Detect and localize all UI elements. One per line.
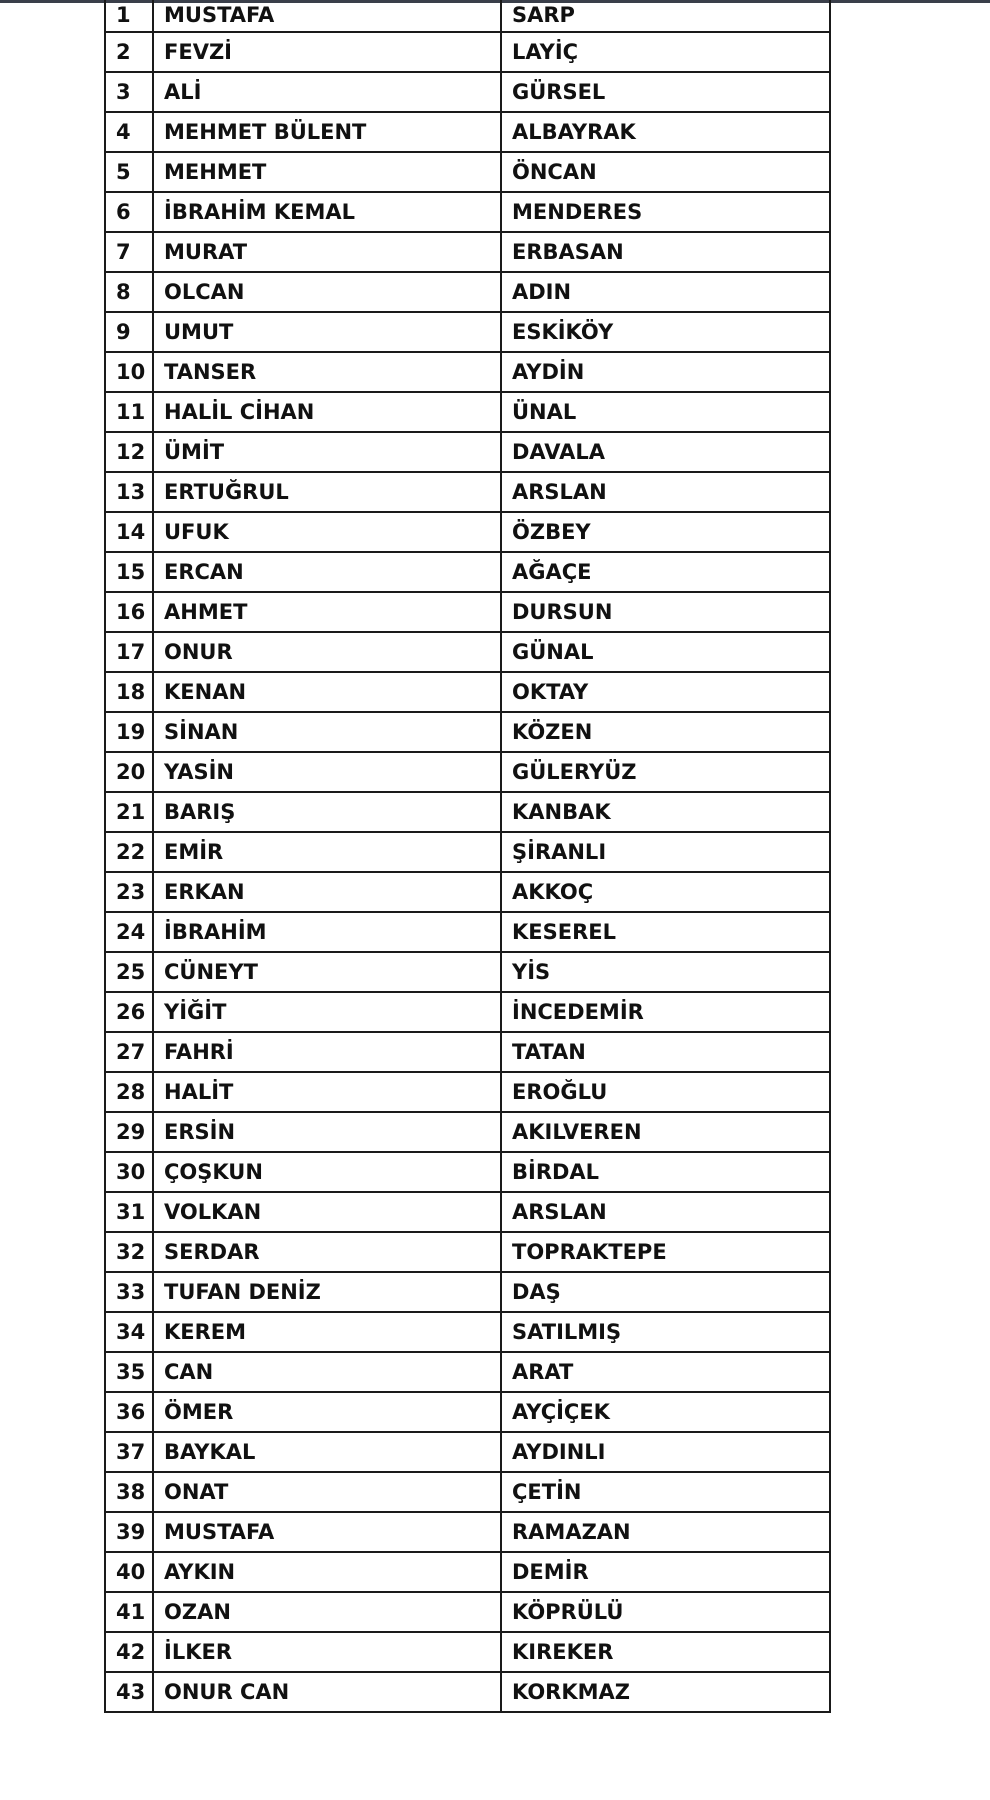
row-number-cell: 38	[105, 1472, 153, 1512]
table-row	[105, 1592, 830, 1632]
first-name-cell: UFUK	[153, 512, 501, 552]
last-name-cell: GÜRSEL	[501, 72, 830, 112]
table-row	[105, 672, 830, 712]
first-name-cell: FAHRİ	[153, 1032, 501, 1072]
row-number-cell: 23	[105, 872, 153, 912]
first-name-cell: UMUT	[153, 312, 501, 352]
table-row	[105, 872, 830, 912]
row-number-cell: 12	[105, 432, 153, 472]
last-name-cell: KÖPRÜLÜ	[501, 1592, 830, 1632]
row-number-cell: 36	[105, 1392, 153, 1432]
table-row	[105, 992, 830, 1032]
last-name-cell: YİS	[501, 952, 830, 992]
first-name-cell: AYKIN	[153, 1552, 501, 1592]
first-name-cell: ERTUĞRUL	[153, 472, 501, 512]
table-row	[105, 1232, 830, 1272]
last-name-cell: AYDINLI	[501, 1432, 830, 1472]
first-name-cell: ERSİN	[153, 1112, 501, 1152]
table-row	[105, 912, 830, 952]
table-body	[105, 0, 830, 1712]
table-row	[105, 1392, 830, 1432]
first-name-cell: SERDAR	[153, 1232, 501, 1272]
last-name-cell: AKILVEREN	[501, 1112, 830, 1152]
first-name-cell: ONAT	[153, 1472, 501, 1512]
last-name-cell: DAVALA	[501, 432, 830, 472]
last-name-cell: AYDİN	[501, 352, 830, 392]
last-name-cell: DEMİR	[501, 1552, 830, 1592]
last-name-cell: ADIN	[501, 272, 830, 312]
row-number-cell: 34	[105, 1312, 153, 1352]
first-name-cell: ERKAN	[153, 872, 501, 912]
row-number-cell: 15	[105, 552, 153, 592]
first-name-cell: YİĞİT	[153, 992, 501, 1032]
row-number-cell: 5	[105, 152, 153, 192]
first-name-cell: HALİL CİHAN	[153, 392, 501, 432]
first-name-cell: CAN	[153, 1352, 501, 1392]
table-row	[105, 192, 830, 232]
last-name-cell: AYÇİÇEK	[501, 1392, 830, 1432]
row-number-cell: 8	[105, 272, 153, 312]
table-row	[105, 1672, 830, 1712]
last-name-cell: ÇETİN	[501, 1472, 830, 1512]
last-name-cell: GÜNAL	[501, 632, 830, 672]
table-row	[105, 112, 830, 152]
table-row	[105, 1352, 830, 1392]
row-number-cell: 6	[105, 192, 153, 232]
first-name-cell: SİNAN	[153, 712, 501, 752]
row-number-cell: 32	[105, 1232, 153, 1272]
first-name-cell: KEREM	[153, 1312, 501, 1352]
first-name-cell: OLCAN	[153, 272, 501, 312]
row-number-cell: 28	[105, 1072, 153, 1112]
first-name-cell: İBRAHİM KEMAL	[153, 192, 501, 232]
row-number-cell: 42	[105, 1632, 153, 1672]
row-number-cell: 11	[105, 392, 153, 432]
table-row	[105, 312, 830, 352]
row-number-cell: 26	[105, 992, 153, 1032]
table-row	[105, 632, 830, 672]
first-name-cell: AHMET	[153, 592, 501, 632]
table-row	[105, 1272, 830, 1312]
first-name-cell: EMİR	[153, 832, 501, 872]
row-number-cell: 2	[105, 32, 153, 72]
last-name-cell: İNCEDEMİR	[501, 992, 830, 1032]
first-name-cell: FEVZİ	[153, 32, 501, 72]
table-row	[105, 832, 830, 872]
row-number-cell: 17	[105, 632, 153, 672]
first-name-cell: MUSTAFA	[153, 0, 501, 32]
row-number-cell: 13	[105, 472, 153, 512]
table-row	[105, 1552, 830, 1592]
first-name-cell: ÖMER	[153, 1392, 501, 1432]
row-number-cell: 40	[105, 1552, 153, 1592]
first-name-cell: ONUR	[153, 632, 501, 672]
row-number-cell: 35	[105, 1352, 153, 1392]
last-name-cell: TOPRAKTEPE	[501, 1232, 830, 1272]
table-row	[105, 472, 830, 512]
last-name-cell: AĞAÇE	[501, 552, 830, 592]
first-name-cell: MEHMET	[153, 152, 501, 192]
table-row	[105, 232, 830, 272]
table-row	[105, 752, 830, 792]
row-number-cell: 4	[105, 112, 153, 152]
row-number-cell: 31	[105, 1192, 153, 1232]
first-name-cell: İLKER	[153, 1632, 501, 1672]
last-name-cell: DURSUN	[501, 592, 830, 632]
table-row	[105, 552, 830, 592]
row-number-cell: 18	[105, 672, 153, 712]
last-name-cell: BİRDAL	[501, 1152, 830, 1192]
first-name-cell: MURAT	[153, 232, 501, 272]
last-name-cell: ARAT	[501, 1352, 830, 1392]
row-number-cell: 29	[105, 1112, 153, 1152]
table-row	[105, 952, 830, 992]
first-name-cell: BARIŞ	[153, 792, 501, 832]
name-list-table	[104, 0, 831, 1713]
first-name-cell: ÜMİT	[153, 432, 501, 472]
last-name-cell: TATAN	[501, 1032, 830, 1072]
last-name-cell: ÖNCAN	[501, 152, 830, 192]
row-number-cell: 37	[105, 1432, 153, 1472]
first-name-cell: ÇOŞKUN	[153, 1152, 501, 1192]
last-name-cell: KÖZEN	[501, 712, 830, 752]
first-name-cell: KENAN	[153, 672, 501, 712]
first-name-cell: ALİ	[153, 72, 501, 112]
table-row	[105, 1432, 830, 1472]
first-name-cell: OZAN	[153, 1592, 501, 1632]
last-name-cell: AKKOÇ	[501, 872, 830, 912]
table-row	[105, 352, 830, 392]
last-name-cell: LAYİÇ	[501, 32, 830, 72]
table-row	[105, 712, 830, 752]
last-name-cell: OKTAY	[501, 672, 830, 712]
row-number-cell: 16	[105, 592, 153, 632]
row-number-cell: 43	[105, 1672, 153, 1712]
table-row	[105, 1112, 830, 1152]
first-name-cell: BAYKAL	[153, 1432, 501, 1472]
row-number-cell: 19	[105, 712, 153, 752]
row-number-cell: 39	[105, 1512, 153, 1552]
last-name-cell: KORKMAZ	[501, 1672, 830, 1712]
table-row	[105, 272, 830, 312]
table-row	[105, 1312, 830, 1352]
first-name-cell: MUSTAFA	[153, 1512, 501, 1552]
row-number-cell: 20	[105, 752, 153, 792]
first-name-cell: YASİN	[153, 752, 501, 792]
last-name-cell: ESKİKÖY	[501, 312, 830, 352]
table-row	[105, 1512, 830, 1552]
row-number-cell: 7	[105, 232, 153, 272]
last-name-cell: MENDERES	[501, 192, 830, 232]
first-name-cell: HALİT	[153, 1072, 501, 1112]
last-name-cell: KESEREL	[501, 912, 830, 952]
last-name-cell: ALBAYRAK	[501, 112, 830, 152]
row-number-cell: 30	[105, 1152, 153, 1192]
first-name-cell: İBRAHİM	[153, 912, 501, 952]
table-row	[105, 1072, 830, 1112]
table-row	[105, 512, 830, 552]
table-row	[105, 152, 830, 192]
last-name-cell: ERBASAN	[501, 232, 830, 272]
last-name-cell: SATILMIŞ	[501, 1312, 830, 1352]
first-name-cell: TUFAN DENİZ	[153, 1272, 501, 1312]
last-name-cell: SARP	[501, 0, 830, 32]
last-name-cell: RAMAZAN	[501, 1512, 830, 1552]
last-name-cell: KANBAK	[501, 792, 830, 832]
first-name-cell: TANSER	[153, 352, 501, 392]
table-row	[105, 32, 830, 72]
last-name-cell: ŞİRANLI	[501, 832, 830, 872]
table-row	[105, 792, 830, 832]
first-name-cell: ONUR CAN	[153, 1672, 501, 1712]
row-number-cell: 27	[105, 1032, 153, 1072]
last-name-cell: ARSLAN	[501, 1192, 830, 1232]
last-name-cell: KIREKER	[501, 1632, 830, 1672]
row-number-cell: 14	[105, 512, 153, 552]
table-row	[105, 1632, 830, 1672]
row-number-cell: 22	[105, 832, 153, 872]
row-number-cell: 25	[105, 952, 153, 992]
row-number-cell: 21	[105, 792, 153, 832]
last-name-cell: DAŞ	[501, 1272, 830, 1312]
table-row	[105, 1472, 830, 1512]
table-row	[105, 72, 830, 112]
row-number-cell: 33	[105, 1272, 153, 1312]
row-number-cell: 41	[105, 1592, 153, 1632]
table-row	[105, 432, 830, 472]
first-name-cell: MEHMET BÜLENT	[153, 112, 501, 152]
row-number-cell: 1	[105, 0, 153, 32]
last-name-cell: ÖZBEY	[501, 512, 830, 552]
row-number-cell: 10	[105, 352, 153, 392]
row-number-cell: 3	[105, 72, 153, 112]
table-row	[105, 1152, 830, 1192]
last-name-cell: EROĞLU	[501, 1072, 830, 1112]
first-name-cell: CÜNEYT	[153, 952, 501, 992]
table-row	[105, 0, 830, 32]
table-row	[105, 1192, 830, 1232]
row-number-cell: 9	[105, 312, 153, 352]
last-name-cell: GÜLERYÜZ	[501, 752, 830, 792]
last-name-cell: ARSLAN	[501, 472, 830, 512]
first-name-cell: ERCAN	[153, 552, 501, 592]
row-number-cell: 24	[105, 912, 153, 952]
table-row	[105, 592, 830, 632]
last-name-cell: ÜNAL	[501, 392, 830, 432]
table-row	[105, 392, 830, 432]
table-row	[105, 1032, 830, 1072]
first-name-cell: VOLKAN	[153, 1192, 501, 1232]
